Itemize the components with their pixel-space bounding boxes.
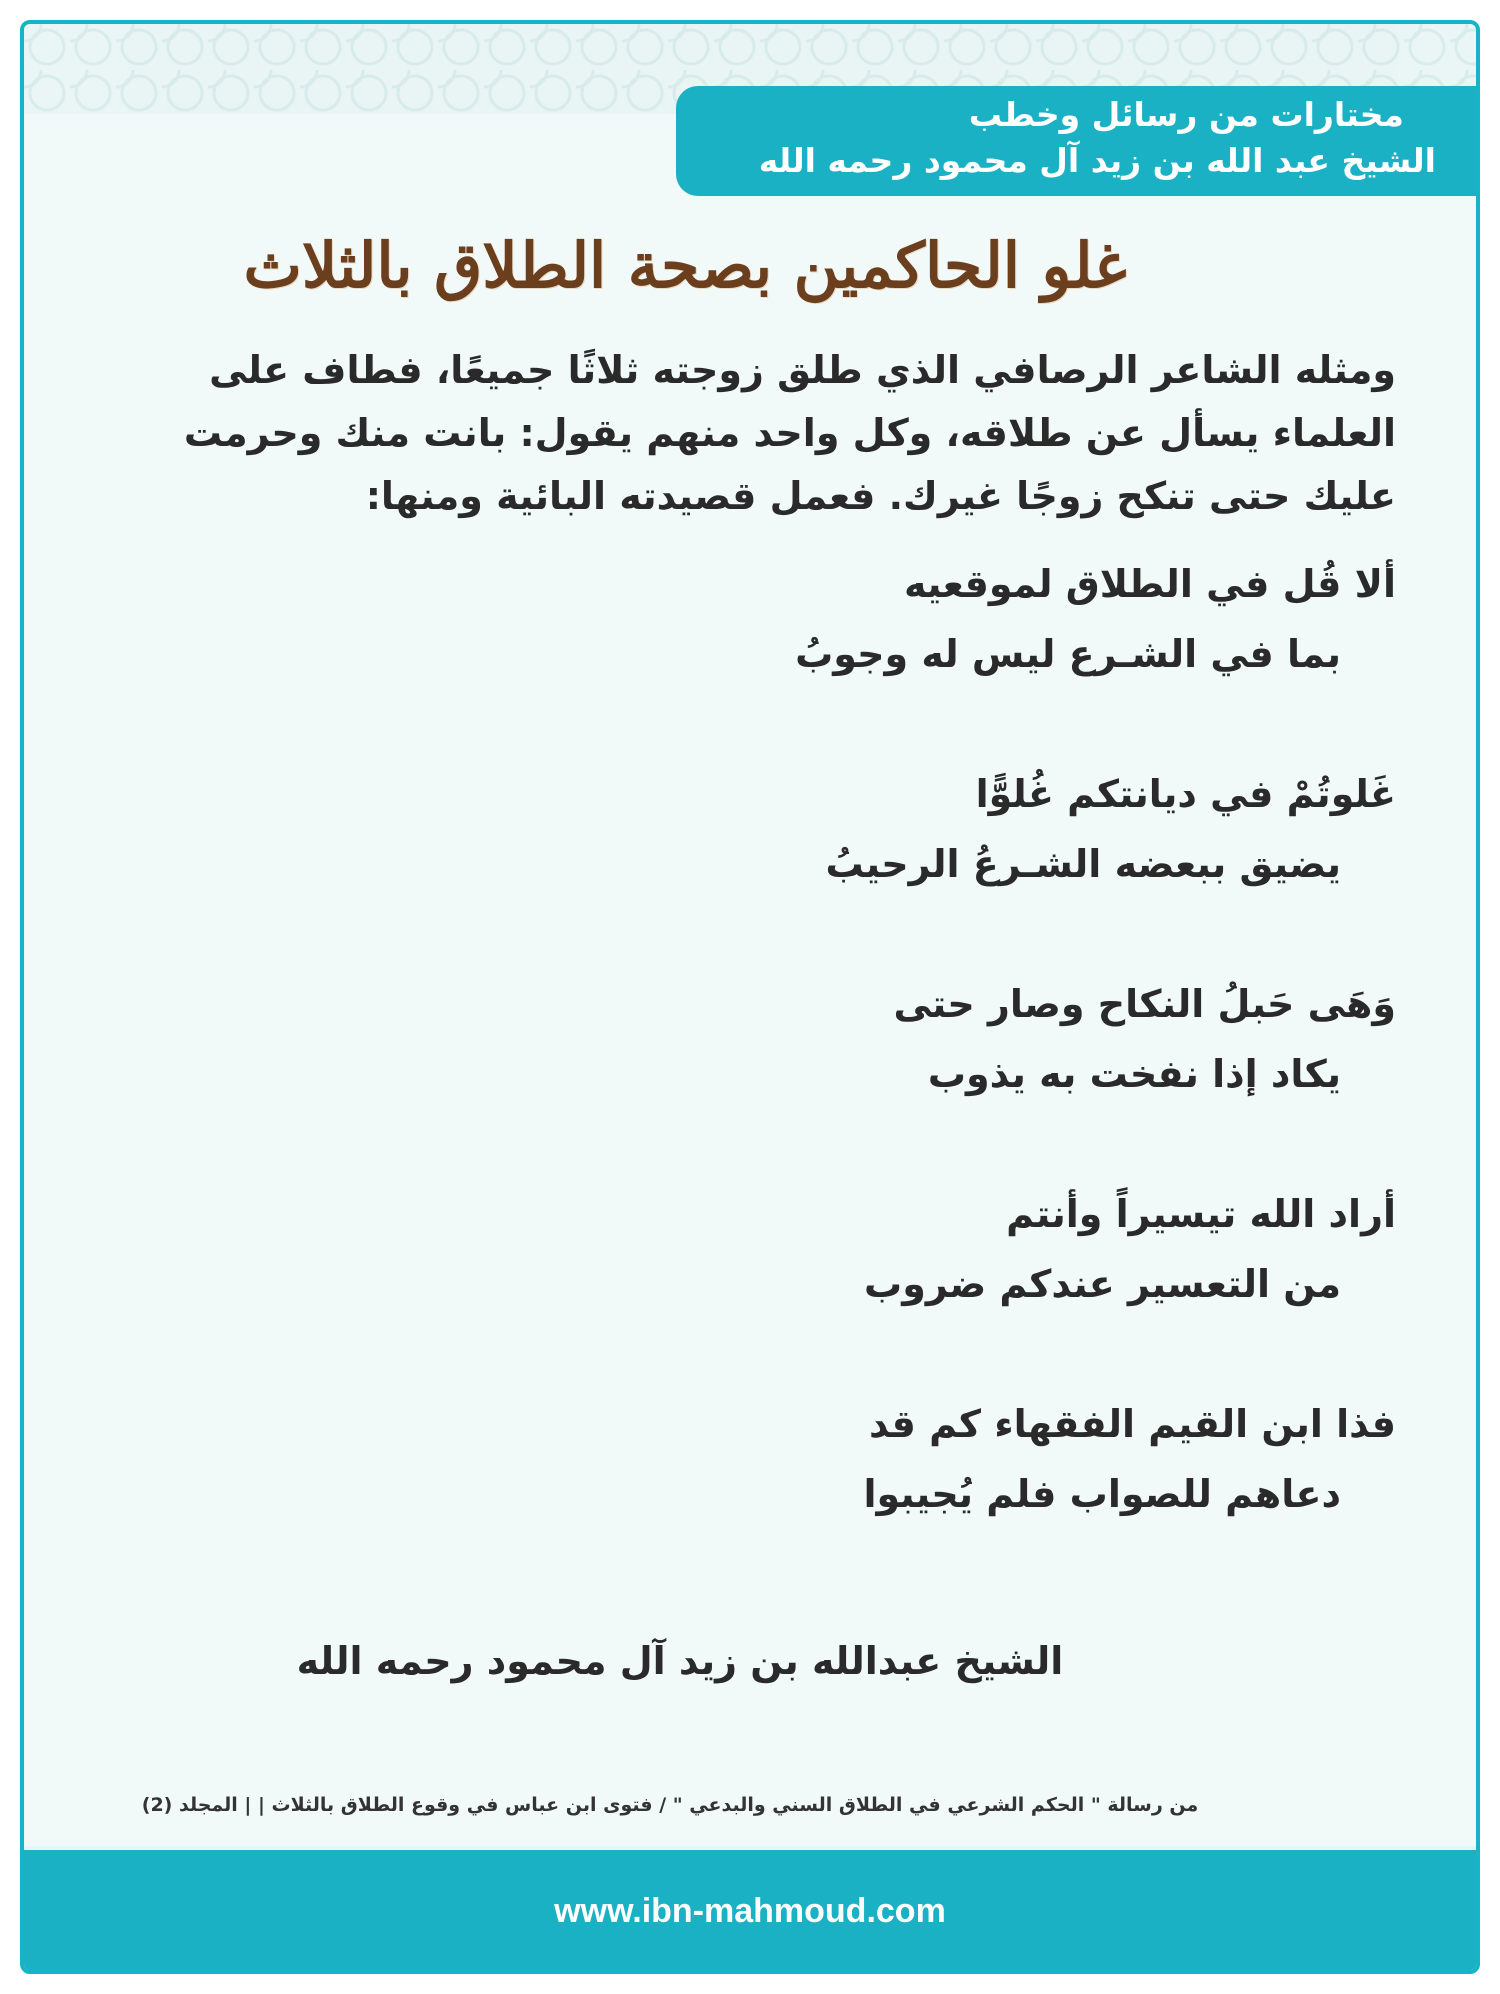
verse-first-hemistich: وَهَى حَبلُ النكاح وصار حتى [893,982,1396,1026]
verse-first-hemistich: فذا ابن القيم الفقهاء كم قد [869,1402,1396,1446]
signature: الشيخ عبدالله بن زيد آل محمود رحمه الله [296,1639,1064,1683]
verse-first-hemistich: ألا قُل في الطلاق لموقعيه [904,562,1396,606]
source-citation: من رسالة " الحكم الشرعي في الطلاق السني والبدعي " / فتوى ابن عباس في وقوع الطلاق بالثلاث | | المجلد (2) [141,1794,1199,1816]
series-label: مختارات من رسائل وخطب [968,95,1404,134]
intro-line: ومثله الشاعر الرصافي الذي طلق زوجته ثلاثًا جميعًا، فطاف على [209,348,1396,392]
verse-1 [24,549,1396,689]
verse-second-hemistich: يكاد إذا نفخت به يذوب [927,1052,1341,1096]
verse-4 [24,1179,1396,1319]
page-title: غلو الحاكمين بصحة الطلاق بالثلاث [243,229,1127,302]
verse-3 [24,969,1396,1109]
website-link[interactable]: www.ibn-mahmoud.com [554,1892,946,1930]
verse-second-hemistich: بما في الشـرع ليس له وجوبُ [795,632,1341,676]
verse-second-hemistich: من التعسير عندكم ضروب [864,1262,1341,1306]
verse-first-hemistich: غَلوتُمْ في ديانتكم غُلوًّا [975,772,1396,816]
verse-first-hemistich: أراد الله تيسيراً وأنتم [1006,1192,1396,1236]
header-banner [676,86,1476,196]
intro-line: العلماء يسأل عن طلاقه، وكل واحد منهم يقول: بانت منك وحرمت [183,411,1396,455]
verse-second-hemistich: دعاهم للصواب فلم يُجيبوا [863,1472,1341,1516]
verse-2 [24,759,1396,899]
author-label: الشيخ عبد الله بن زيد آل محمود رحمه الله [758,141,1436,180]
intro-line: عليك حتى تنكح زوجًا غيرك. فعمل قصيدته البائية ومنها: [365,474,1396,518]
intro-paragraph [144,339,1396,528]
document-card [20,20,1480,1974]
verse-5 [24,1389,1396,1529]
footer-bar [24,1846,1476,1970]
verse-second-hemistich: يضيق ببعضه الشـرعُ الرحيبُ [825,842,1341,886]
